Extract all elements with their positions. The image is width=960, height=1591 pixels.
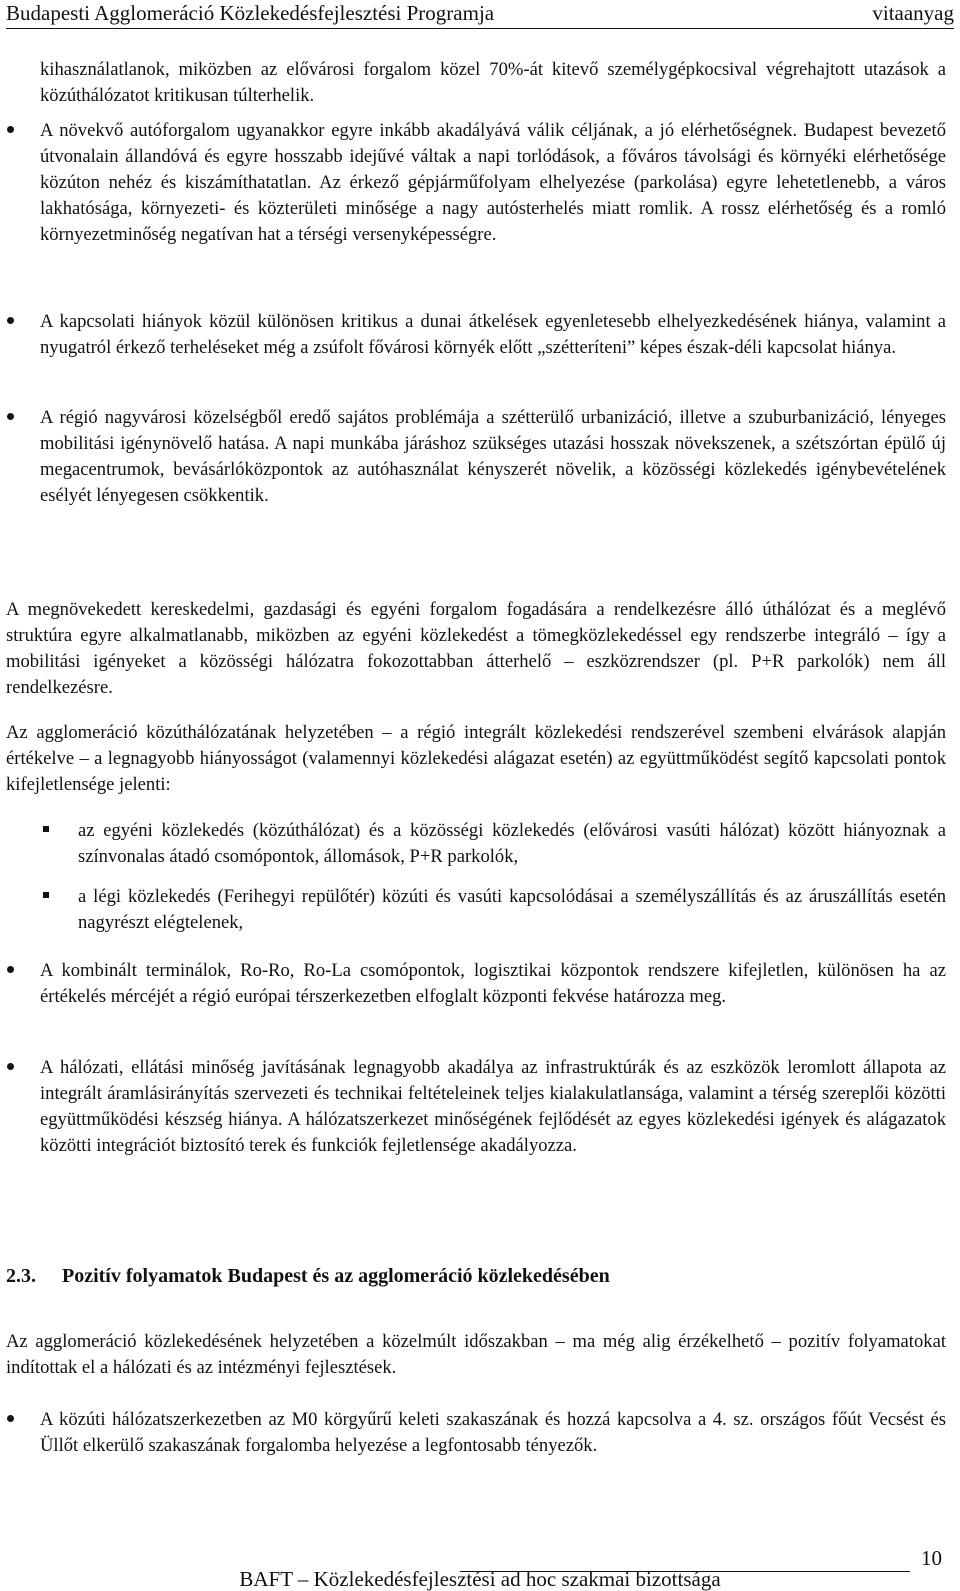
header-status: vitaanyag: [872, 1, 954, 25]
section-title: Pozitív folyamatok Budapest és az agglomeráció közlekedésében: [62, 1265, 610, 1287]
section-number: 2.3.: [6, 1265, 36, 1287]
bullet-marker: [7, 413, 14, 420]
square-bullet-marker: [43, 826, 49, 832]
bullet-item: A közúti hálózatszerkezetben az M0 körgyűrű keleti szakaszának és hozzá kapcsolva a 4. sz. országos főút Vecsést és Üllőt elkerülő szakaszának forgalomba helyezése a legfontosabb tényezők.: [40, 1409, 946, 1456]
page-number: 10: [921, 1546, 942, 1570]
bullet-marker: [7, 317, 14, 324]
bullet-item: A kombinált terminálok, Ro-Ro, Ro-La csomópontok, logisztikai központok rendszere kifejletlen, különösen ha az értékelés mércéjét a régió európai térszerkezetben elfoglalt központi fekvése határozza meg.: [40, 960, 946, 1007]
sub-bullet-item: a légi közlekedés (Ferihegyi repülőtér) közúti és vasúti kapcsolódásai a személyszállítás és az áruszállítás esetén nagyrészt elégtelenek,: [78, 886, 946, 933]
bullet-item: A növekvő autóforgalom ugyanakkor egyre inkább akadályává válik céljának, a jó elérhetőségnek. Budapest bevezető útvonalain állandóvá és egyre hosszabb idejűvé váltak a napi torlódások, a főváros távolsági és környéki elérhetősége közúton nehéz és kiszámíthatatlan. Az érkező gépjárműfolyam elhelyezése (parkolása) egyre lehetetlenebb, a város lakhatósága, környezeti- és közterületi minősége a nagy autósterhelés miatt romlik. A rossz elérhetőség és a romló környezetminőség negatívan hat a térségi versenyképességre.: [40, 120, 946, 245]
bullet-marker: [7, 1063, 14, 1070]
body-paragraph: Az agglomeráció közúthálózatának helyzetében – a régió integrált közlekedési rendszerével szembeni elvárások alapján értékelve – a legnagyobb hiányosságot (valamennyi közlekedési alágazat esetén) az együttműködést segítő kapcsolati pontok kifejletlensége jelenti:: [6, 722, 946, 795]
bullet-item: A hálózati, ellátási minőség javításának legnagyobb akadálya az infrastruktúrák és az eszközök leromlott állapota az integrált áramlásirányítás szervezeti és technikai feltételeinek teljes kialakulatlansága, valamint a térség szereplői közötti együttműködési készség hiánya. A hálózatszerkezet minőségének fejlődését az egyes közlekedési igények és alágazatok közötti integrációt biztosító terek és funkciók fejletlensége akadályozza.: [40, 1057, 946, 1156]
sub-bullet-item: az egyéni közlekedés (közúthálózat) és a közösségi közlekedés (elővárosi vasúti hálózat) között hiányoznak a színvonalas átadó csomópontok, állomások, P+R parkolók,: [78, 820, 946, 867]
running-header: [6, 0, 954, 29]
bullet-marker: [7, 1415, 14, 1422]
body-paragraph: Az agglomeráció közlekedésének helyzetében a közelmúlt időszakban – ma még alig érzékelhető – pozitív folyamatokat indítottak el a hálózati és az intézményi fejlesztések.: [6, 1331, 946, 1378]
bullet-marker: [7, 966, 14, 973]
bullet-item: A régió nagyvárosi közelségből eredő sajátos problémája a szétterülő urbanizáció, illetve a szuburbanizáció, lényeges mobilitási igénynövelő hatása. A napi munkába járáshoz szükséges utazási hosszak növekszenek, a szétszórtan épülő új megacentrumok, bevásárlóközpontok az autóhasználat kényszerét növelik, a közösségi közlekedés igénybevételének esélyét lényegesen csökkentik.: [40, 407, 946, 506]
bullet-item: A kapcsolati hiányok közül különösen kritikus a dunai átkelések egyenletesebb elhelyezkedésének hiánya, valamint a nyugatról érkező terheléseket még a zsúfolt fővárosi környék előtt „szétteríteni” képes észak-déli kapcsolat hiánya.: [40, 311, 946, 358]
running-footer: BAFT – Közlekedésfejlesztési ad hoc szakmai bizottsága: [239, 1567, 721, 1591]
body-paragraph: A megnövekedett kereskedelmi, gazdasági és egyéni forgalom fogadására a rendelkezésre álló úthálózat és a meglévő struktúra egyre alkalmatlanabb, miközben az egyéni közlekedést a tömegközlekedéssel egy rendszerbe integráló – így a mobilitási igényeket a közösségi hálózatra fokozottabban átterhelő – eszközrendszer (pl. P+R parkolók) nem áll rendelkezésre.: [6, 599, 946, 698]
header-title: Budapesti Agglomeráció Közlekedésfejlesztési Programja: [6, 1, 495, 25]
paragraph-continuation: kihasználatlanok, miközben az elővárosi forgalom közel 70%-át kitevő személygépkocsival végrehajtott utazások a közúthálózatot kritikusan túlterhelik.: [40, 59, 946, 106]
square-bullet-marker: [43, 892, 49, 898]
bullet-marker: [7, 126, 14, 133]
